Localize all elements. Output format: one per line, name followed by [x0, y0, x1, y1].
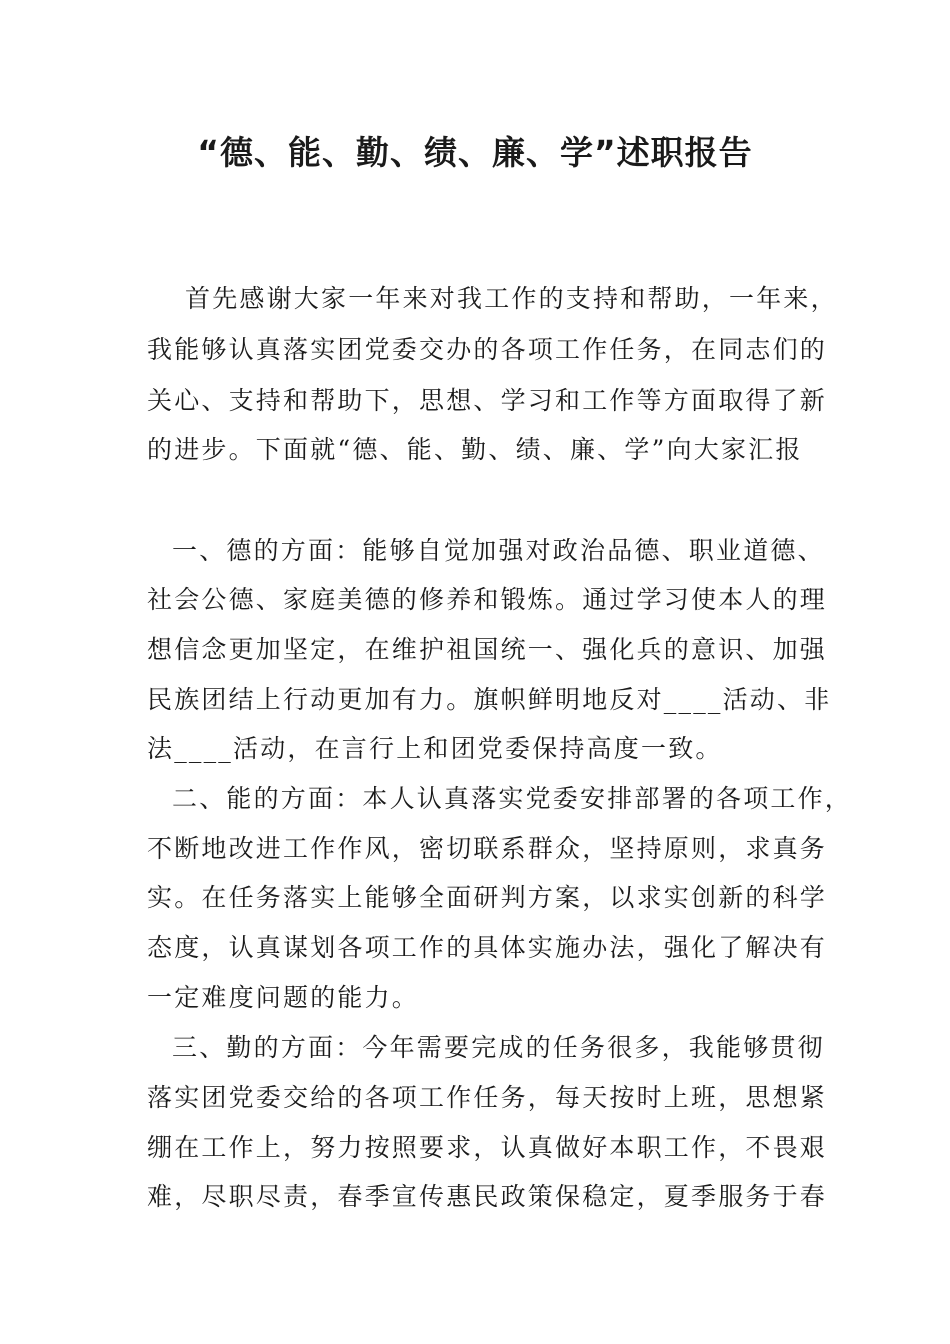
intro-line: 首先感谢大家一年来对我工作的支持和帮助，一年来，	[185, 284, 838, 313]
section-qin-line: 三、勤的方面：今年需要完成的任务很多，我能够贯彻	[172, 1033, 825, 1062]
section-de-line: 民族团结上行动更加有力。旗帜鲜明地反对____活动、非	[147, 685, 832, 714]
section-neng-line: 不断地改进工作作风，密切联系群众，坚持原则，求真务	[147, 834, 828, 863]
section-qin-line: 绷在工作上，努力按照要求，认真做好本职工作，不畏艰	[147, 1133, 828, 1162]
section-de-line: 法____活动，在言行上和团党委保持高度一致。	[147, 734, 723, 763]
section-de-line: 一、德的方面：能够自觉加强对政治品德、职业道德、	[172, 536, 825, 565]
section-de-line: 想信念更加坚定，在维护祖国统一、强化兵的意识、加强	[147, 635, 828, 664]
section-neng-line: 态度，认真谋划各项工作的具体实施办法，强化了解决有	[147, 933, 828, 962]
section-de-line: 社会公德、家庭美德的修养和锻炼。通过学习使本人的理	[147, 585, 828, 614]
intro-line: 关心、支持和帮助下，思想、学习和工作等方面取得了新	[147, 386, 828, 415]
section-neng-line: 实。在任务落实上能够全面研判方案，以求实创新的科学	[147, 883, 828, 912]
section-qin-line: 落实团党委交给的各项工作任务，每天按时上班，思想紧	[147, 1083, 828, 1112]
section-neng-line: 二、能的方面：本人认真落实党委安排部署的各项工作，	[172, 784, 853, 813]
section-neng-line: 一定难度问题的能力。	[147, 983, 420, 1012]
document-title: “德、能、勤、绩、廉、学”述职报告	[197, 133, 753, 172]
intro-line: 的进步。下面就“德、能、勤、绩、廉、学”向大家汇报	[147, 435, 803, 464]
section-qin-line: 难，尽职尽责，春季宣传惠民政策保稳定，夏季服务于春	[147, 1182, 828, 1211]
intro-line: 我能够认真落实团党委交办的各项工作任务，在同志们的	[147, 335, 828, 364]
